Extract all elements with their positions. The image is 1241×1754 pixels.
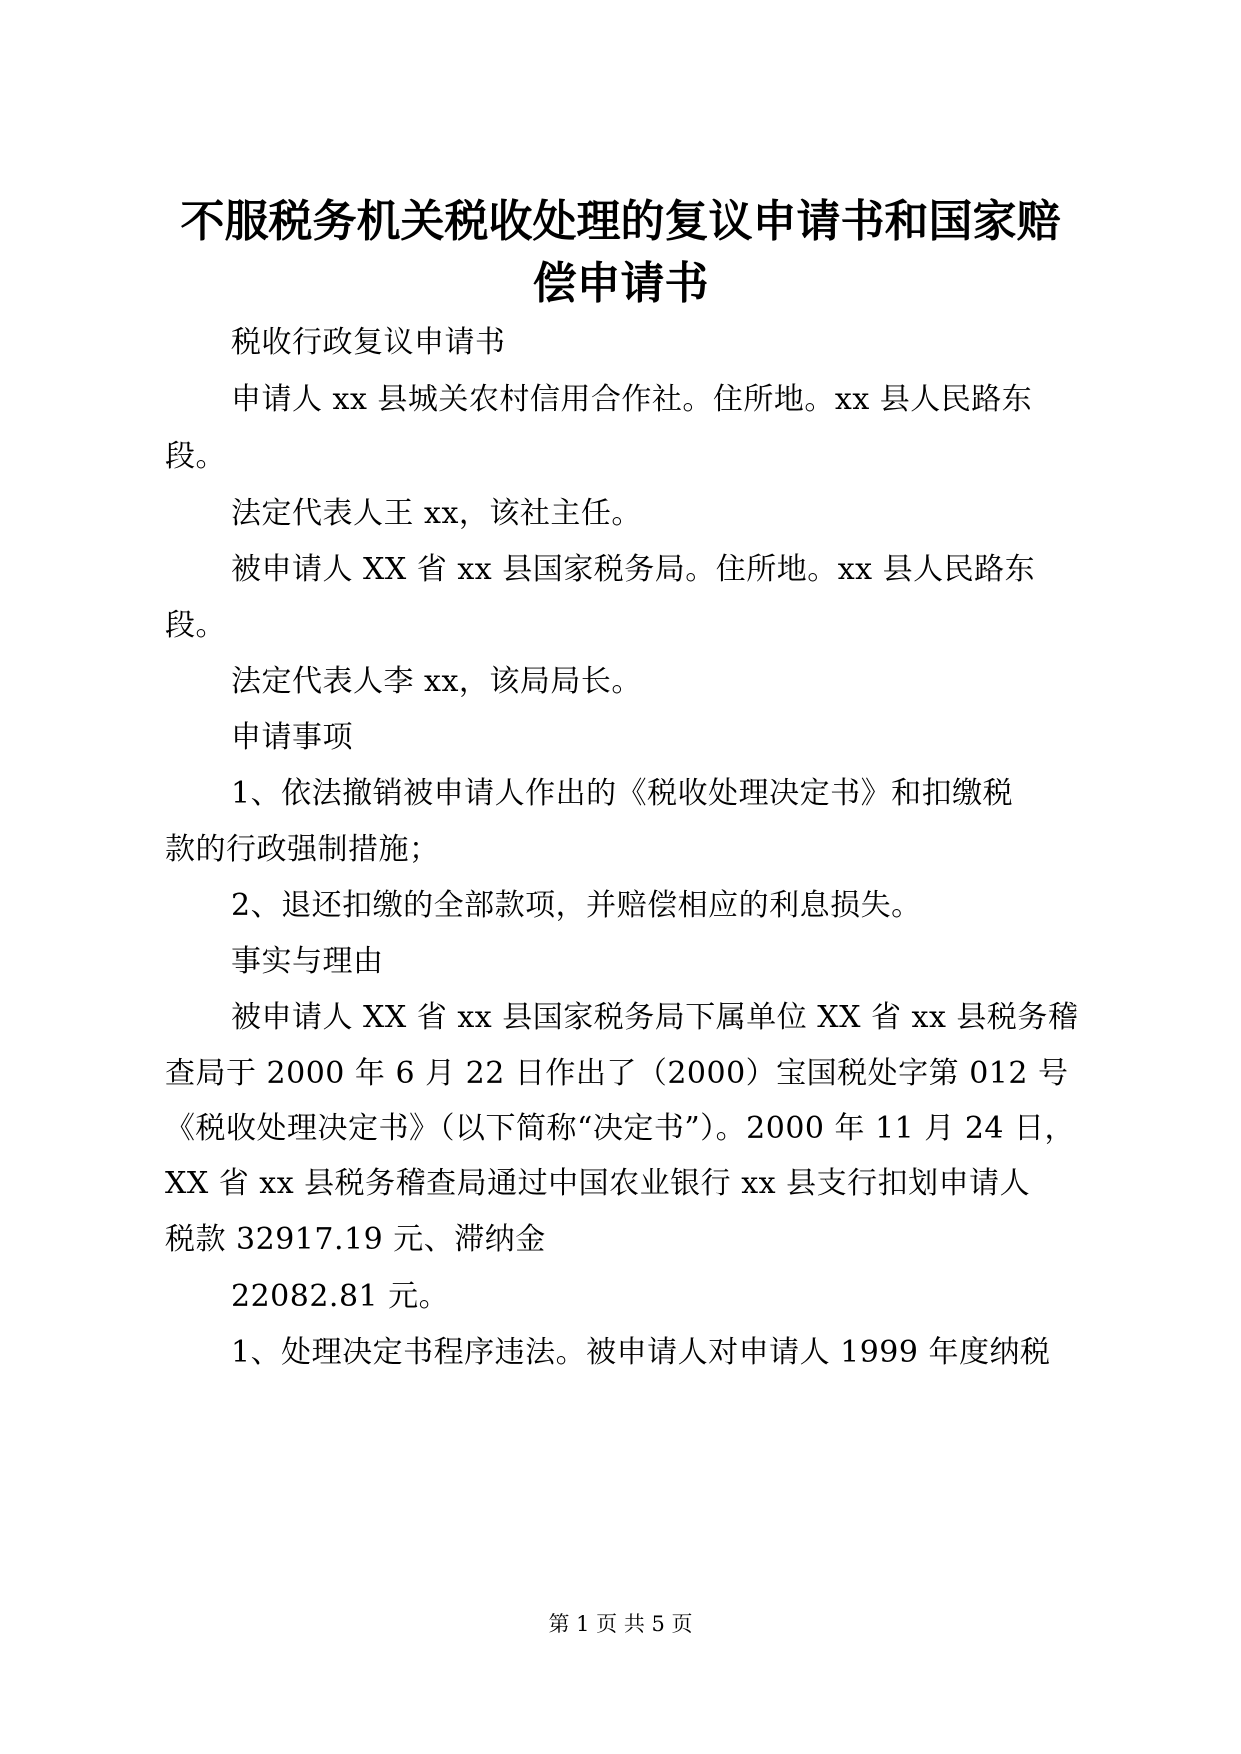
section-heading: 税收行政复议申请书 bbox=[231, 325, 506, 360]
paragraph-line: 法定代表人李 xx，该局局长。 bbox=[231, 664, 642, 699]
document-title-line-2: 偿申请书 bbox=[532, 258, 709, 309]
paragraph-line: 被申请人 XX 省 xx 县国家税务局。住所地。xx 县人民路东 bbox=[231, 552, 1036, 587]
paragraph-line: 22082.81 元。 bbox=[231, 1279, 450, 1314]
paragraph-line: 1、处理决定书程序违法。被申请人对申请人 1999 年度纳税 bbox=[231, 1335, 1051, 1370]
paragraph-line: 法定代表人王 xx，该社主任。 bbox=[231, 496, 642, 531]
section-heading: 申请事项 bbox=[231, 720, 353, 755]
paragraph-line: 申请人 xx 县城关农村信用合作社。住所地。xx 县人民路东 bbox=[231, 382, 1033, 417]
paragraph-line: 被申请人 XX 省 xx 县国家税务局下属单位 XX 省 xx 县税务稽 bbox=[231, 1000, 1079, 1035]
paragraph-line: 段。 bbox=[165, 608, 226, 643]
paragraph-line: 款的行政强制措施； bbox=[165, 832, 440, 867]
document-title-line-1: 不服税务机关税收处理的复议申请书和国家赔 bbox=[180, 196, 1061, 247]
page-number-footer: 第 1 页 共 5 页 bbox=[548, 1612, 693, 1636]
paragraph-line: 1、依法撤销被申请人作出的《税收处理决定书》和扣缴税 bbox=[231, 776, 1014, 811]
paragraph-line: 2、退还扣缴的全部款项，并赔偿相应的利息损失。 bbox=[231, 888, 922, 923]
paragraph-line: 查局于 2000 年 6 月 22 日作出了（2000）宝国税处字第 012 号 bbox=[165, 1056, 1069, 1091]
paragraph-line: 《税收处理决定书》（以下简称“决定书”）。2000 年 11 月 24 日， bbox=[165, 1111, 1076, 1146]
paragraph-line: 税款 32917.19 元、滞纳金 bbox=[165, 1222, 546, 1257]
section-heading: 事实与理由 bbox=[231, 944, 384, 979]
paragraph-line: 段。 bbox=[165, 439, 226, 474]
paragraph-line: XX 省 xx 县税务稽查局通过中国农业银行 xx 县支行扣划申请人 bbox=[165, 1166, 1031, 1201]
